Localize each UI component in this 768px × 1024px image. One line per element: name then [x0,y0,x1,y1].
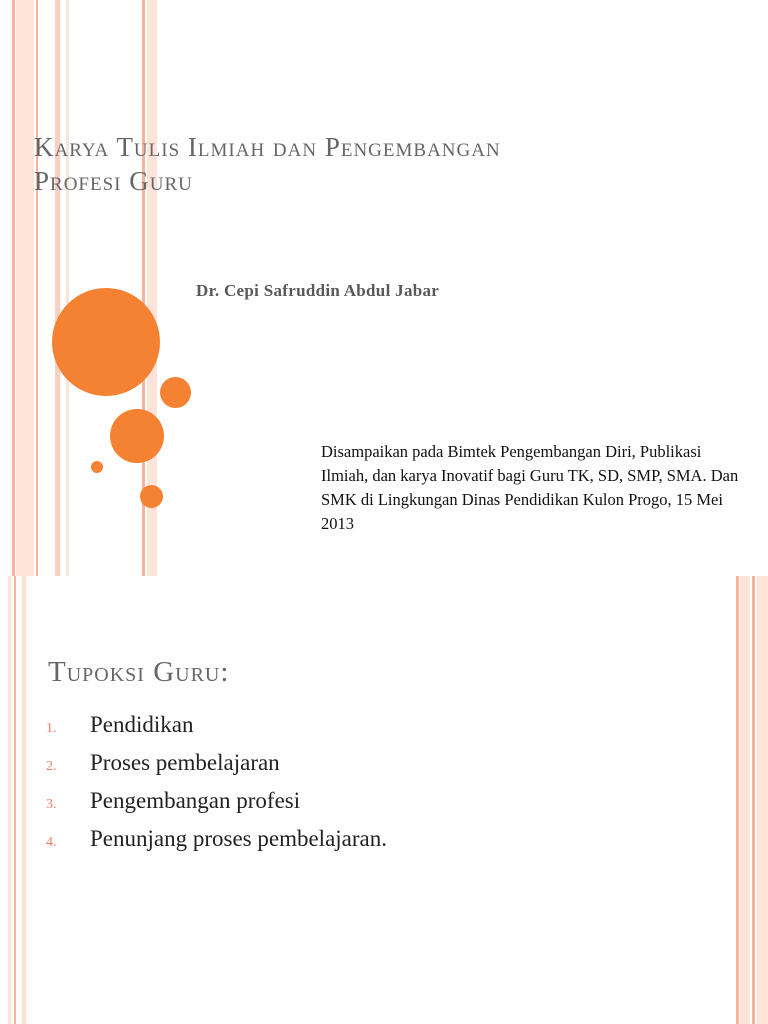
decor-stripe [55,0,60,576]
list-item [46,826,696,864]
list-number: 4. [46,835,57,850]
decor-stripe [740,576,750,1024]
list-item [46,712,696,750]
decor-circle-medium [110,409,164,463]
decor-circle-small [140,485,163,508]
decor-stripe [66,0,69,576]
list-text: Pendidikan [90,712,194,737]
slide-title-line2: Profesi Guru [34,166,193,196]
slide-title [34,130,734,198]
list-text: Penunjang proses pembelajaran. [90,826,387,851]
decor-circle-dot [91,461,103,473]
duties-list [46,712,696,864]
author-name: Dr. Cepi Safruddin Abdul Jabar [196,281,440,300]
decor-stripe [736,576,739,1024]
content-slide [0,576,768,1024]
list-number: 3. [46,797,57,812]
decor-stripe [22,576,26,1024]
decor-stripe [16,0,34,576]
decor-circle-small [160,377,191,408]
list-item [46,750,696,788]
decor-stripe [752,576,755,1024]
decor-stripe [8,576,11,1024]
slide-title: Tupoksi Guru: [48,656,230,688]
slide-title-line1: Karya Tulis Ilmiah dan Pengembangan [34,132,501,162]
event-description: Disampaikan pada Bimtek Pengembangan Diri, Publikasi Ilmiah, dan karya Inovatif bagi Guru TK, SD, SMP, SMA. Dan SMK di Lingkungan Dinas Pendidikan Kulon Progo, 15 Mei 2013 [321,442,739,533]
list-number: 2. [46,759,57,774]
decor-stripe [757,576,768,1024]
decor-stripe [12,0,15,576]
list-text: Proses pembelajaran [90,750,280,775]
list-text: Pengembangan profesi [90,788,301,813]
decor-stripe [14,576,16,1024]
list-number: 1. [46,721,57,736]
decor-stripe [36,0,38,576]
decor-circle-large [52,288,160,396]
list-item [46,788,696,826]
